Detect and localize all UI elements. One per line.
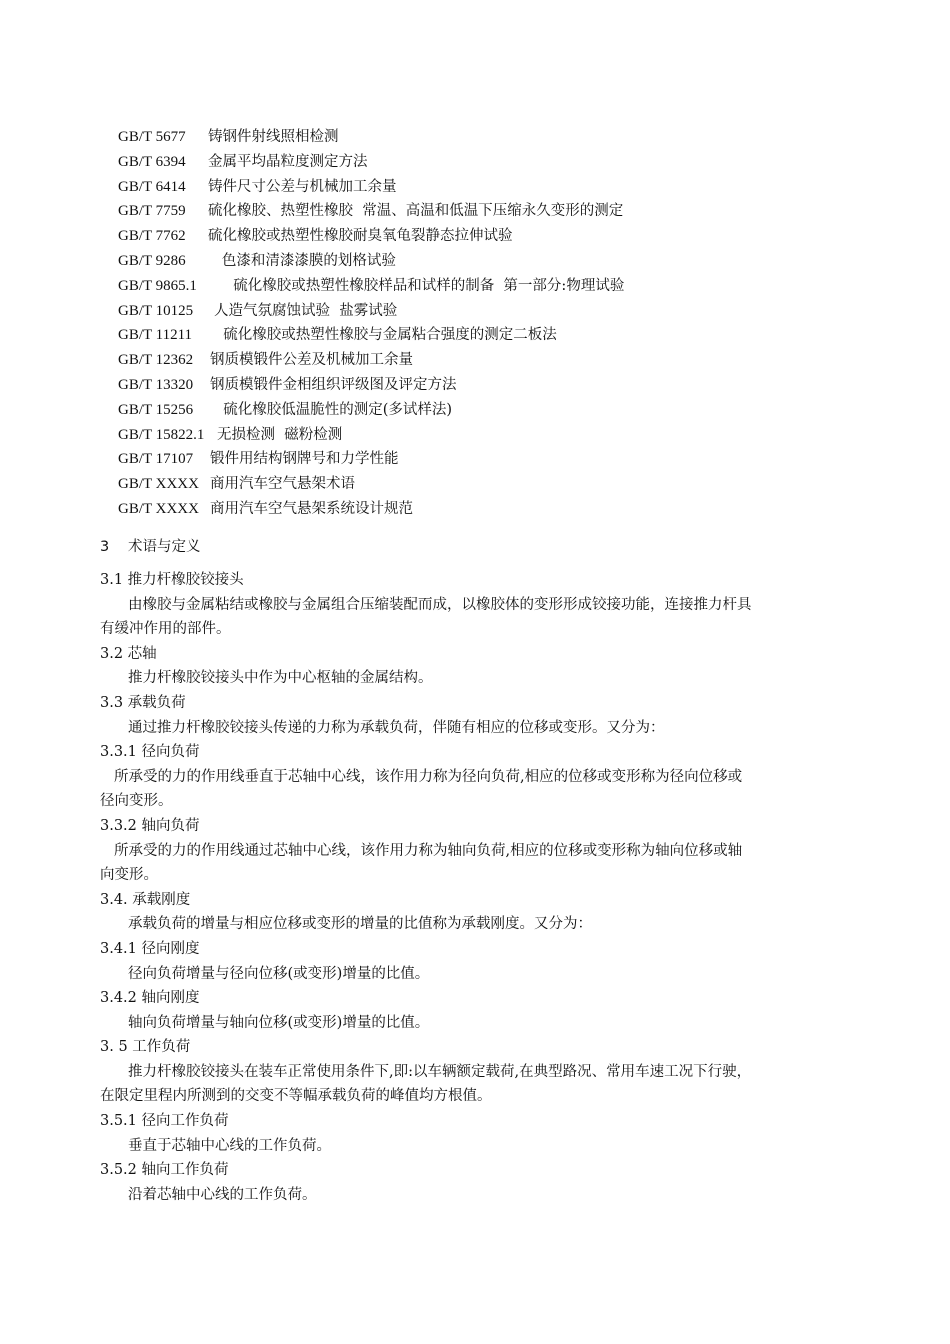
reference-item	[118, 274, 878, 299]
reference-title: 硫化橡胶或热塑性橡胶与金属粘合强度的测定二板法	[214, 327, 557, 344]
reference-title: 钢质模锻件公差及机械加工余量	[210, 352, 413, 369]
reference-item	[118, 175, 878, 200]
reference-title: 硫化橡胶低温脆性的测定(多试样法)	[214, 401, 453, 418]
reference-title: 硫化橡胶、热塑性橡胶 常温、高温和低温下压缩永久变形的测定	[208, 203, 624, 220]
reference-item	[118, 472, 878, 497]
reference-title: 商用汽车空气悬架系统设计规范	[210, 500, 413, 517]
reference-code: GB/T 15256	[118, 401, 194, 418]
reference-title: 铸件尺寸公差与机械加工余量	[208, 178, 397, 195]
definition-text: 通过推力杆橡胶铰接头传递的力称为承载负荷，伴随有相应的位移或变形。又分为：	[128, 719, 665, 736]
term-heading: 3.5.1 径向工作负荷	[100, 1113, 229, 1130]
section-heading	[100, 534, 201, 560]
reference-code: GB/T 12362	[118, 352, 194, 369]
reference-item	[118, 125, 878, 150]
reference-code: GB/T 7759	[118, 203, 186, 220]
reference-code: GB/T 10125	[118, 302, 194, 319]
reference-title: 铸钢件射线照相检测	[208, 129, 339, 145]
definition-text: 所承受的力的作用线通过芯轴中心线，该作用力称为轴向负荷,相应的位移或变形称为轴向位移或轴	[114, 842, 743, 859]
reference-title: 硫化橡胶或热塑性橡胶样品和试样的制备 第一部分:物理试验	[224, 277, 625, 294]
normative-references-list	[118, 125, 878, 522]
definition-text: 径向变形。	[100, 793, 173, 810]
reference-title: 硫化橡胶或热塑性橡胶耐臭氧龟裂静态拉伸试验	[208, 228, 513, 245]
definition-text: 轴向负荷增量与轴向位移(或变形)增量的比值。	[128, 1014, 430, 1031]
reference-item	[118, 348, 878, 373]
term-heading: 3.1 推力杆橡胶铰接头	[100, 572, 244, 588]
reference-item	[118, 249, 878, 274]
definition-text: 由橡胶与金属粘结或橡胶与金属组合压缩装配而成，以橡胶体的变形形成铰接功能，连接推力杆具	[128, 596, 752, 613]
term-heading: 3.3 承载负荷	[100, 694, 186, 711]
reference-title: 色漆和清漆漆膜的划格试验	[208, 252, 396, 269]
term-heading: 3.4.2 轴向刚度	[100, 990, 200, 1007]
definition-text: 向变形。	[100, 867, 158, 884]
reference-item	[118, 447, 878, 472]
term-heading: 3.4.1 径向刚度	[100, 940, 200, 957]
reference-item	[118, 150, 878, 175]
definition-text: 垂直于芯轴中心线的工作负荷。	[128, 1137, 331, 1154]
definition-text: 推力杆橡胶铰接头中作为中心枢轴的金属结构。	[128, 670, 433, 687]
reference-title: 锻件用结构钢牌号和力学性能	[210, 451, 399, 468]
reference-title: 人造气氛腐蚀试验 盐雾试验	[214, 302, 398, 319]
reference-code: GB/T XXXX	[118, 476, 199, 493]
reference-title: 商用汽车空气悬架术语	[210, 476, 355, 493]
reference-item	[118, 423, 878, 448]
reference-code: GB/T 15822.1	[118, 426, 205, 443]
reference-code: GB/T 9286	[118, 252, 186, 269]
definition-text: 推力杆橡胶铰接头在装车正常使用条件下,即:以车辆额定载荷,在典型路况、常用车速工况下行驶，	[128, 1063, 752, 1080]
definition-text: 径向负荷增量与径向位移(或变形)增量的比值。	[128, 965, 430, 982]
reference-title: 无损检测 磁粉检测	[217, 426, 343, 443]
definition-text: 沿着芯轴中心线的工作负荷。	[128, 1186, 317, 1203]
reference-code: GB/T XXXX	[118, 500, 199, 517]
section-number: 3	[100, 539, 110, 555]
reference-item	[118, 398, 878, 423]
reference-code: GB/T 6414	[118, 178, 186, 195]
terms-definitions-body	[100, 568, 850, 1207]
section-title: 术语与定义	[128, 539, 201, 555]
reference-code: GB/T 9865.1	[118, 277, 197, 294]
reference-title: 钢质模锻件金相组织评级图及评定方法	[210, 376, 457, 393]
reference-title: 金属平均晶粒度测定方法	[208, 153, 368, 170]
term-heading: 3.5.2 轴向工作负荷	[100, 1162, 229, 1179]
reference-item	[118, 199, 878, 224]
reference-code: GB/T 17107	[118, 451, 194, 468]
reference-code: GB/T 6394	[118, 153, 186, 170]
term-heading: 3.3.2 轴向负荷	[100, 817, 200, 834]
reference-item	[118, 497, 878, 522]
term-heading: 3.3.1 径向负荷	[100, 744, 200, 761]
reference-item	[118, 299, 878, 324]
term-heading: 3. 5 工作负荷	[100, 1039, 191, 1056]
definition-text: 在限定里程内所测到的交变不等幅承载负荷的峰值均方根值。	[100, 1088, 492, 1105]
reference-item	[118, 224, 878, 249]
term-heading: 3.4. 承载刚度	[100, 891, 191, 908]
term-heading: 3.2 芯轴	[100, 645, 157, 662]
reference-code: GB/T 7762	[118, 228, 186, 245]
reference-item	[118, 373, 878, 398]
reference-code: GB/T 5677	[118, 129, 186, 145]
reference-code: GB/T 11211	[118, 327, 193, 344]
definition-text: 有缓冲作用的部件。	[100, 621, 231, 638]
reference-item	[118, 323, 878, 348]
reference-code: GB/T 13320	[118, 376, 194, 393]
definition-text: 承载负荷的增量与相应位移或变形的增量的比值称为承载刚度。又分为：	[128, 916, 592, 933]
definition-text: 所承受的力的作用线垂直于芯轴中心线，该作用力称为径向负荷,相应的位移或变形称为径向位移或	[114, 768, 743, 785]
